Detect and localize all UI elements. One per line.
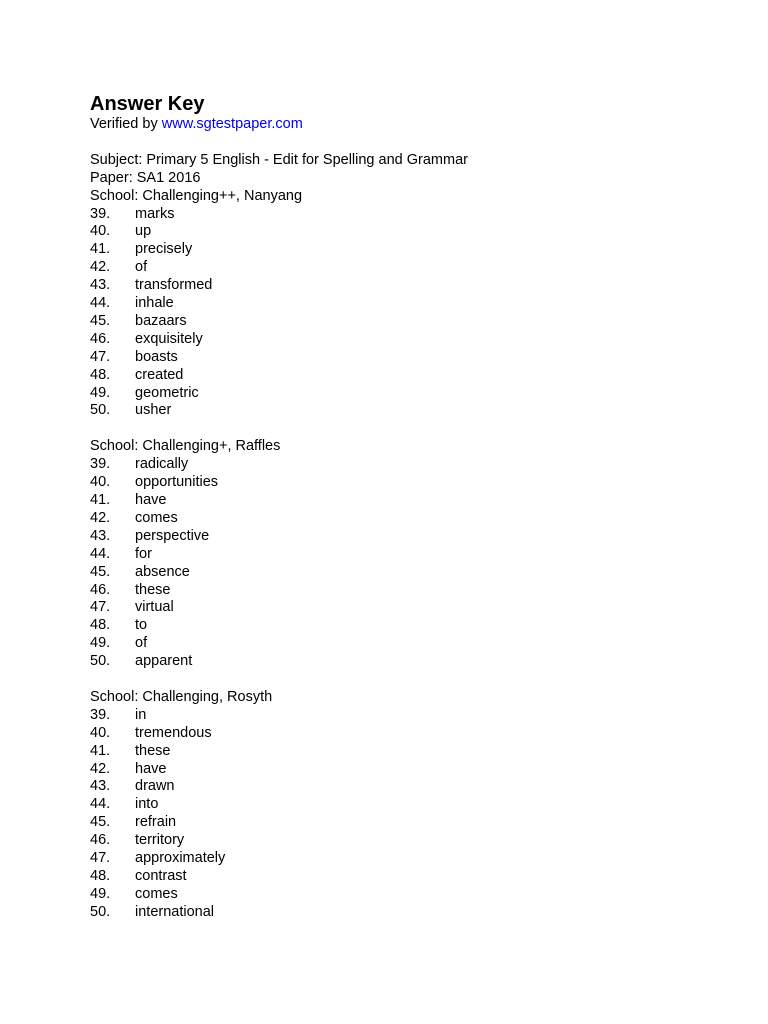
answer-row <box>90 402 730 420</box>
answer-word: to <box>135 617 148 634</box>
question-number: 45. <box>90 312 111 329</box>
answer-word: have <box>135 492 167 508</box>
school-heading: School: Challenging, Rosyth <box>90 688 273 705</box>
answer-list <box>90 206 730 421</box>
answer-word: refrain <box>135 814 177 831</box>
question-number: 46. <box>90 581 111 598</box>
answer-row <box>90 653 730 671</box>
answer-word: virtual <box>135 599 174 616</box>
question-number: 41. <box>90 492 111 508</box>
answer-section <box>90 689 730 922</box>
answer-row <box>90 617 730 635</box>
answer-row <box>90 599 730 617</box>
question-number: 45. <box>90 814 111 831</box>
answer-list <box>90 707 730 922</box>
answer-row <box>90 850 730 868</box>
question-number: 49. <box>90 384 111 401</box>
school-heading: School: Challenging++, Nanyang <box>90 187 303 204</box>
question-number: 40. <box>90 724 111 741</box>
answer-word: have <box>135 760 167 777</box>
question-number: 44. <box>90 545 111 562</box>
answer-row <box>90 814 730 832</box>
answer-row <box>90 385 730 403</box>
question-number: 49. <box>90 635 111 652</box>
answer-row <box>90 367 730 385</box>
answer-key-page <box>90 92 730 922</box>
question-number: 43. <box>90 527 111 544</box>
question-number: 49. <box>90 885 111 902</box>
page-title: Answer Key <box>90 93 205 115</box>
answer-row <box>90 832 730 850</box>
answer-word: approximately <box>135 850 226 867</box>
verified-prefix: Verified by <box>90 116 162 132</box>
answer-row <box>90 546 730 564</box>
answer-word: of <box>135 635 148 652</box>
answer-row <box>90 510 730 528</box>
answer-row <box>90 331 730 349</box>
answer-row <box>90 868 730 886</box>
answer-section <box>90 188 730 421</box>
question-number: 50. <box>90 903 111 920</box>
answer-row <box>90 564 730 582</box>
answer-word: comes <box>135 885 178 902</box>
answer-word: exquisitely <box>135 330 203 347</box>
question-number: 48. <box>90 366 111 383</box>
answer-word: apparent <box>135 653 193 670</box>
spacer <box>90 134 730 152</box>
answer-word: perspective <box>135 527 210 544</box>
question-number: 42. <box>90 509 111 526</box>
answer-word: opportunities <box>135 474 219 491</box>
question-number: 47. <box>90 348 111 365</box>
answer-row <box>90 635 730 653</box>
answer-word: of <box>135 259 148 276</box>
question-number: 39. <box>90 205 111 222</box>
question-number: 44. <box>90 295 111 312</box>
answer-row <box>90 277 730 295</box>
answer-row <box>90 761 730 779</box>
paper-line: Paper: SA1 2016 <box>90 169 201 186</box>
question-number: 42. <box>90 760 111 777</box>
answer-word: comes <box>135 509 178 526</box>
answer-word: drawn <box>135 778 175 795</box>
question-number: 48. <box>90 868 111 885</box>
answer-word: contrast <box>135 868 187 885</box>
answer-list <box>90 456 730 671</box>
answer-sections <box>90 188 730 922</box>
subject-line: Subject: Primary 5 English - Edit for Spelling and Grammar <box>90 151 468 168</box>
answer-word: marks <box>135 205 175 222</box>
spacer <box>90 671 730 689</box>
answer-row <box>90 707 730 725</box>
question-number: 41. <box>90 742 111 759</box>
answer-word: absence <box>135 563 190 580</box>
question-number: 40. <box>90 474 111 491</box>
answer-word: up <box>135 223 152 240</box>
question-number: 44. <box>90 796 111 813</box>
answer-row <box>90 295 730 313</box>
question-number: 47. <box>90 850 111 867</box>
answer-word: international <box>135 903 214 920</box>
question-number: 50. <box>90 653 111 670</box>
answer-word: geometric <box>135 384 199 401</box>
school-heading: School: Challenging+, Raffles <box>90 438 281 455</box>
answer-word: in <box>135 706 147 723</box>
answer-word: transformed <box>135 277 213 294</box>
answer-word: these <box>135 581 171 598</box>
answer-word: tremendous <box>135 724 212 741</box>
answer-word: usher <box>135 402 172 419</box>
answer-word: radically <box>135 456 189 473</box>
answer-row <box>90 259 730 277</box>
verified-line <box>90 116 730 134</box>
answer-word: for <box>135 545 152 562</box>
answer-word: into <box>135 796 159 813</box>
question-number: 50. <box>90 402 111 419</box>
question-number: 43. <box>90 778 111 795</box>
answer-word: these <box>135 742 171 759</box>
verified-link[interactable]: www.sgtestpaper.com <box>161 116 303 132</box>
question-number: 41. <box>90 241 111 258</box>
question-number: 47. <box>90 599 111 616</box>
answer-row <box>90 349 730 367</box>
answer-row <box>90 778 730 796</box>
answer-row <box>90 725 730 743</box>
spacer <box>90 420 730 438</box>
answer-row <box>90 886 730 904</box>
question-number: 43. <box>90 277 111 294</box>
answer-row <box>90 904 730 922</box>
answer-row <box>90 223 730 241</box>
answer-word: boasts <box>135 348 178 365</box>
answer-row <box>90 456 730 474</box>
answer-row <box>90 582 730 600</box>
answer-word: bazaars <box>135 312 187 329</box>
answer-row <box>90 743 730 761</box>
answer-row <box>90 796 730 814</box>
question-number: 39. <box>90 456 111 473</box>
answer-word: created <box>135 366 184 383</box>
answer-row <box>90 206 730 224</box>
question-number: 42. <box>90 259 111 276</box>
answer-row <box>90 528 730 546</box>
answer-word: inhale <box>135 295 174 312</box>
question-number: 40. <box>90 223 111 240</box>
answer-row <box>90 313 730 331</box>
answer-word: precisely <box>135 241 193 258</box>
answer-row <box>90 492 730 510</box>
question-number: 39. <box>90 706 111 723</box>
question-number: 48. <box>90 617 111 634</box>
answer-section <box>90 438 730 671</box>
answer-row <box>90 241 730 259</box>
question-number: 46. <box>90 330 111 347</box>
question-number: 45. <box>90 563 111 580</box>
answer-row <box>90 474 730 492</box>
question-number: 46. <box>90 832 111 849</box>
answer-word: territory <box>135 832 185 849</box>
